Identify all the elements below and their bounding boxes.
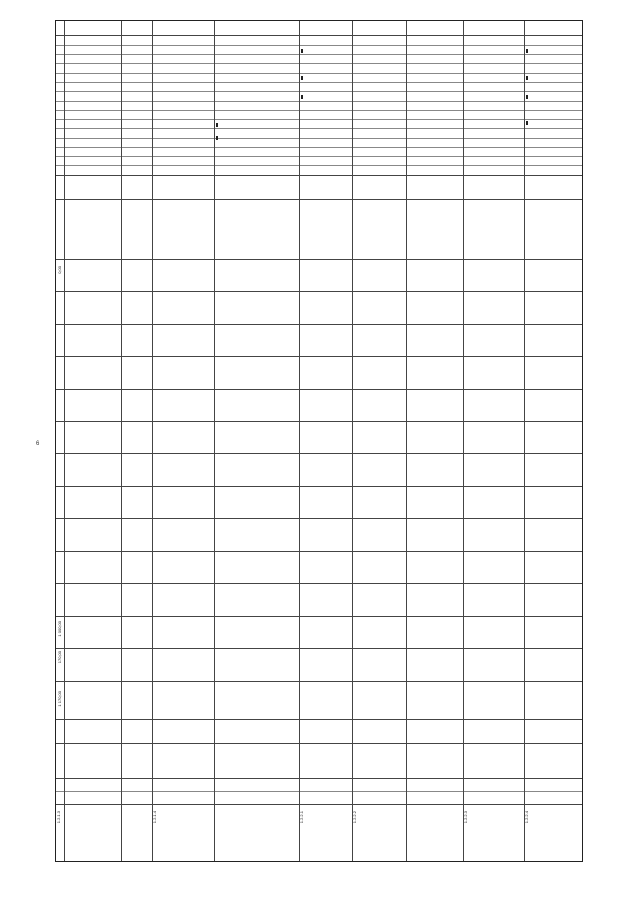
grid-line — [56, 110, 582, 111]
grid-line — [56, 616, 582, 617]
grid-line — [64, 21, 65, 861]
grid-line — [352, 21, 353, 861]
scan-mark — [301, 76, 303, 80]
grid-line — [56, 778, 582, 779]
grid-line — [56, 681, 582, 682]
grid-line — [524, 21, 525, 861]
grid-line — [56, 82, 582, 83]
grid-line — [56, 791, 582, 792]
grid-line — [56, 91, 582, 92]
row-id-label: 1.2.2.2 — [352, 811, 357, 824]
grid-line — [214, 21, 215, 861]
grid-line — [56, 156, 582, 157]
grid-line — [56, 486, 582, 487]
scan-mark — [526, 95, 528, 99]
grid-line — [56, 165, 582, 166]
grid-line — [56, 719, 582, 720]
grid-line — [56, 324, 582, 325]
grid-line — [56, 804, 582, 805]
grid-line — [56, 648, 582, 649]
value-cell: 170,00 — [57, 651, 62, 664]
grid-line — [56, 551, 582, 552]
grid-line — [56, 35, 582, 36]
scan-mark — [526, 49, 528, 53]
grid-line — [121, 21, 122, 861]
grid-line — [56, 175, 582, 176]
grid-line — [299, 21, 300, 861]
grid-line — [406, 21, 407, 861]
grid-line — [56, 743, 582, 744]
grid-line — [56, 583, 582, 584]
value-cell: 1 000,00 — [57, 621, 62, 637]
row-id-label: 1.2.1.4 — [152, 811, 157, 824]
grid-line — [56, 199, 582, 200]
grid-line — [56, 63, 582, 64]
row-id-label: 1.2.2.3 — [463, 811, 468, 824]
grid-line — [56, 54, 582, 55]
value-cell: 1 170,00 — [57, 691, 62, 707]
rotated-table-sheet — [55, 20, 583, 862]
grid-line — [56, 421, 582, 422]
scan-mark — [526, 121, 528, 125]
grid-line — [56, 389, 582, 390]
grid-line — [56, 119, 582, 120]
grid-line — [56, 291, 582, 292]
grid-line — [56, 356, 582, 357]
grid-line — [56, 138, 582, 139]
scan-mark — [526, 76, 528, 80]
scan-mark — [216, 123, 218, 127]
row-id-label: 1.2.2.4 — [524, 811, 529, 824]
grid-line — [56, 73, 582, 74]
grid-line — [56, 147, 582, 148]
scan-mark — [301, 49, 303, 53]
grid-line — [56, 518, 582, 519]
grid-line — [56, 45, 582, 46]
grid-line — [56, 453, 582, 454]
grid-line — [56, 128, 582, 129]
value-cell: 0,00 — [57, 266, 62, 274]
grid-line — [56, 259, 582, 260]
scan-mark — [301, 95, 303, 99]
grid-line — [463, 21, 464, 861]
grid-line — [152, 21, 153, 861]
grid-line — [56, 101, 582, 102]
scan-mark — [216, 136, 218, 140]
row-id-label: 1.2.1.3 — [56, 811, 61, 824]
page-number: 6 — [36, 441, 40, 447]
row-id-label: 1.2.2.1 — [299, 811, 304, 824]
